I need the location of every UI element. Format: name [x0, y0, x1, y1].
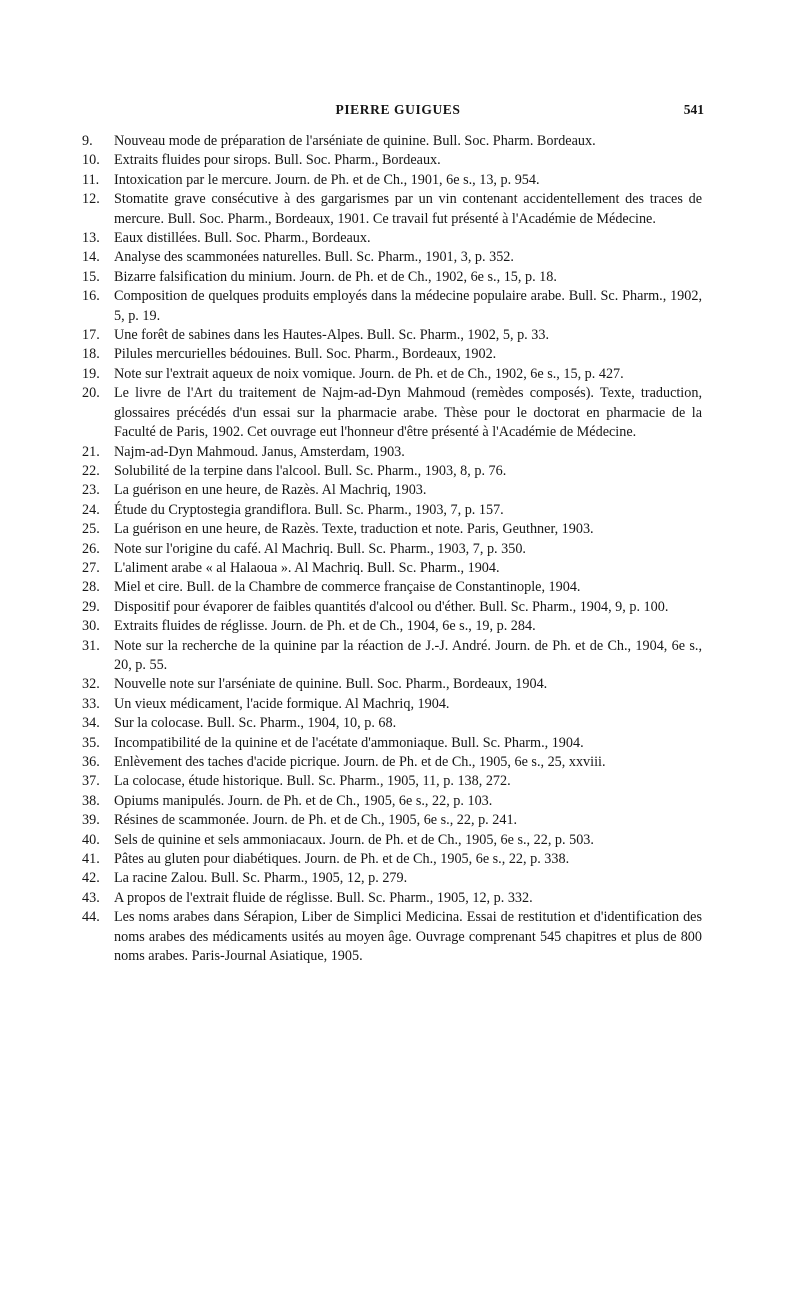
entry-text: L'aliment arabe « al Halaoua ». Al Machriq. Bull. Sc. Pharm., 1904. [114, 559, 500, 576]
entry-text: Pâtes au gluten pour diabétiques. Journ. de Ph. et de Ch., 1905, 6e s., 22, p. 338. [114, 851, 570, 868]
bibliography-entry [82, 287, 702, 326]
bibliography-entry [82, 714, 702, 733]
entry-text: Nouvelle note sur l'arséniate de quinine. Bull. Soc. Pharm., Bordeaux, 1904. [114, 676, 548, 693]
bibliography-entry [82, 850, 702, 869]
bibliography-entry [82, 132, 702, 151]
entry-text: Un vieux médicament, l'acide formique. Al Machriq, 1904. [114, 695, 450, 712]
bibliography-entry [82, 462, 702, 481]
entry-number: 12. [82, 191, 100, 208]
entry-text: Le livre de l'Art du traitement de Najm-ad-Dyn Mahmoud (remèdes composés). Texte, traduction, glossaires précédés d'un essai sur la pharmacie arabe. Thèse pour le doctorat en pharmacie de la Faculté de Paris, 1902. Cet ouvrage eut l'honneur d'être présenté à l'Académie de Médecine. [114, 385, 702, 441]
entry-number: 29. [82, 598, 100, 615]
entry-number: 17. [82, 327, 100, 344]
bibliography-entry [82, 501, 702, 520]
bibliography-entry [82, 248, 702, 267]
entry-number: 41. [82, 851, 100, 868]
bibliography-entry [82, 695, 702, 714]
entry-text: Note sur l'extrait aqueux de noix vomique. Journ. de Ph. et de Ch., 1902, 6e s., 15, p. 427. [114, 365, 624, 382]
entry-number: 20. [82, 385, 100, 402]
bibliography-entry [82, 345, 702, 364]
bibliography-entry [82, 268, 702, 287]
entry-number: 19. [82, 365, 100, 382]
entry-text: Extraits fluides de réglisse. Journ. de Ph. et de Ch., 1904, 6e s., 19, p. 284. [114, 618, 536, 635]
entry-number: 23. [82, 482, 100, 499]
entry-number: 15. [82, 268, 100, 285]
entry-text: Nouveau mode de préparation de l'arséniate de quinine. Bull. Soc. Pharm. Bordeaux. [114, 133, 596, 149]
entry-text: Une forêt de sabines dans les Hautes-Alpes. Bull. Sc. Pharm., 1902, 5, p. 33. [114, 327, 550, 344]
entry-number: 28. [82, 579, 100, 596]
bibliography-entry [82, 151, 702, 170]
entry-number: 16. [82, 288, 100, 305]
entry-text: La racine Zalou. Bull. Sc. Pharm., 1905, 12, p. 279. [114, 870, 408, 887]
entry-text: Miel et cire. Bull. de la Chambre de commerce française de Constantinople, 1904. [114, 579, 581, 596]
bibliography-entry [82, 171, 702, 190]
entry-text: Solubilité de la terpine dans l'alcool. Bull. Sc. Pharm., 1903, 8, p. 76. [114, 462, 507, 479]
entry-text: Stomatite grave consécutive à des gargarismes par un vin contenant accidentellement des traces de mercure. Bull. Soc. Pharm., Bordeaux, 1901. Ce travail fut présenté à l'Académie de Médecine. [114, 191, 702, 227]
running-head [92, 102, 704, 122]
entry-number: 9. [82, 133, 93, 149]
bibliography-entry [82, 675, 702, 694]
entry-number: 38. [82, 792, 100, 809]
entry-text: Pilules mercurielles bédouines. Bull. Soc. Pharm., Bordeaux, 1902. [114, 346, 497, 363]
bibliography-entry [82, 831, 702, 850]
entry-text: A propos de l'extrait fluide de réglisse. Bull. Sc. Pharm., 1905, 12, p. 332. [114, 889, 533, 906]
entry-text: Bizarre falsification du minium. Journ. de Ph. et de Ch., 1902, 6e s., 15, p. 18. [114, 268, 557, 285]
entry-number: 31. [82, 637, 100, 654]
entry-text: La guérison en une heure, de Razès. Texte, traduction et note. Paris, Geuthner, 1903. [114, 521, 594, 538]
entry-text: Incompatibilité de la quinine et de l'acétate d'ammoniaque. Bull. Sc. Pharm., 1904. [114, 734, 584, 751]
bibliography-entry [82, 481, 702, 500]
entry-text: Enlèvement des taches d'acide picrique. Journ. de Ph. et de Ch., 1905, 6e s., 25, xxviii. [114, 754, 606, 770]
bibliography-entry [82, 889, 702, 908]
bibliography-entry [82, 869, 702, 888]
bibliography-entry [82, 734, 702, 753]
entry-number: 39. [82, 812, 100, 829]
bibliography-entry [82, 772, 702, 791]
bibliography-entry [82, 908, 702, 966]
entry-number: 25. [82, 521, 100, 538]
entry-number: 11. [82, 171, 100, 188]
entry-text: Intoxication par le mercure. Journ. de Ph. et de Ch., 1901, 6e s., 13, p. 954. [114, 171, 540, 188]
bibliography-entry [82, 190, 702, 229]
entry-text: Étude du Cryptostegia grandiflora. Bull. Sc. Pharm., 1903, 7, p. 157. [114, 501, 504, 518]
entry-text: Les noms arabes dans Sérapion, Liber de Simplici Medicina. Essai de restitution et d'identification des noms arabes des médicaments usités au moyen âge. Ouvrage comprenant 545 chapitres et plus de 800 noms arabes. Paris-Journal Asiatique, 1905. [114, 909, 702, 965]
entry-text: Sur la colocase. Bull. Sc. Pharm., 1904, 10, p. 68. [114, 715, 397, 732]
bibliography-entry [82, 229, 702, 248]
entry-number: 30. [82, 618, 100, 635]
entry-number: 22. [82, 462, 100, 479]
bibliography-entry [82, 365, 702, 384]
entry-number: 37. [82, 773, 100, 790]
bibliography-entry [82, 753, 702, 772]
entry-text: Composition de quelques produits employés dans la médecine populaire arabe. Bull. Sc. Pharm., 1902, 5, p. 19. [114, 288, 702, 324]
entry-number: 21. [82, 443, 100, 460]
entry-number: 44. [82, 909, 100, 926]
bibliography-entry [82, 617, 702, 636]
entry-text: Sels de quinine et sels ammoniacaux. Journ. de Ph. et de Ch., 1905, 6e s., 22, p. 503. [114, 831, 594, 848]
entry-number: 10. [82, 152, 100, 169]
entry-text: La guérison en une heure, de Razès. Al Machriq, 1903. [114, 482, 427, 499]
entry-number: 14. [82, 249, 100, 266]
entry-number: 13. [82, 230, 100, 247]
entry-number: 26. [82, 540, 100, 557]
bibliography-entry [82, 792, 702, 811]
bibliography-entry [82, 598, 702, 617]
entry-number: 36. [82, 754, 100, 770]
entry-text: Eaux distillées. Bull. Soc. Pharm., Bordeaux. [114, 230, 371, 247]
entry-number: 24. [82, 501, 100, 518]
entry-text: Dispositif pour évaporer de faibles quantités d'alcool ou d'éther. Bull. Sc. Pharm., 1904, 9, p. 100. [114, 598, 669, 615]
entry-text: Analyse des scammonées naturelles. Bull. Sc. Pharm., 1901, 3, p. 352. [114, 249, 514, 266]
entry-text: Extraits fluides pour sirops. Bull. Soc. Pharm., Bordeaux. [114, 152, 441, 169]
entry-number: 43. [82, 889, 100, 906]
entry-number: 33. [82, 695, 100, 712]
entry-number: 27. [82, 559, 100, 576]
entry-number: 42. [82, 870, 100, 887]
bibliography-entry [82, 384, 702, 442]
entry-number: 34. [82, 715, 100, 732]
bibliography-entry [82, 540, 702, 559]
entry-number: 18. [82, 346, 100, 363]
bibliography-entry [82, 811, 702, 830]
entry-number: 40. [82, 831, 100, 848]
bibliography-entry [82, 326, 702, 345]
bibliography-entry [82, 559, 702, 578]
entry-text: Najm-ad-Dyn Mahmoud. Janus, Amsterdam, 1903. [114, 443, 405, 460]
bibliography-entry [82, 637, 702, 676]
running-head-title: PIERRE GUIGUES [335, 102, 461, 117]
bibliography-entry [82, 443, 702, 462]
entry-number: 35. [82, 734, 100, 751]
bibliography-entry [82, 520, 702, 539]
entry-text: Opiums manipulés. Journ. de Ph. et de Ch., 1905, 6e s., 22, p. 103. [114, 792, 493, 809]
entry-text: Résines de scammonée. Journ. de Ph. et de Ch., 1905, 6e s., 22, p. 241. [114, 812, 518, 829]
bibliography-list [82, 132, 702, 966]
entry-text: Note sur la recherche de la quinine par la réaction de J.-J. André. Journ. de Ph. et de Ch., 1904, 6e s., 20, p. 55. [114, 637, 702, 673]
entry-text: La colocase, étude historique. Bull. Sc. Pharm., 1905, 11, p. 138, 272. [114, 773, 511, 790]
entry-number: 32. [82, 676, 100, 693]
page-number: 541 [683, 102, 704, 117]
entry-text: Note sur l'origine du café. Al Machriq. Bull. Sc. Pharm., 1903, 7, p. 350. [114, 540, 526, 557]
bibliography-entry [82, 578, 702, 597]
